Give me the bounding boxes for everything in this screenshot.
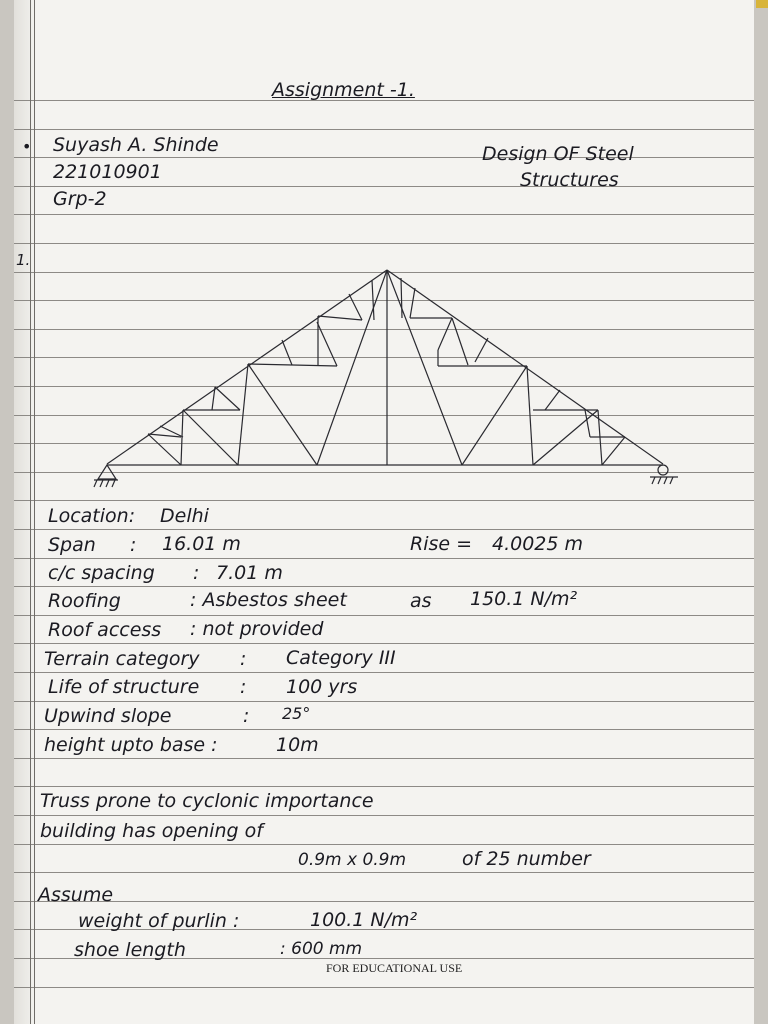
opening-count: of 25 number	[462, 848, 591, 870]
location-label: Location:	[48, 505, 136, 527]
span-value: 16.01 m	[162, 533, 241, 555]
shoe-label: shoe length	[74, 939, 186, 961]
terrain-label: Terrain category	[44, 648, 200, 670]
upwind-value: 25°	[282, 704, 311, 723]
assume-heading: Assume	[38, 884, 114, 906]
height-label: height upto base :	[44, 734, 218, 756]
roofing-as: as	[410, 590, 432, 612]
roofing-label: Roofing	[48, 590, 121, 612]
span-colon: :	[130, 534, 137, 556]
life-colon: :	[240, 676, 247, 698]
shoe-value: : 600 mm	[280, 939, 363, 959]
group-label: Grp-2	[53, 188, 107, 210]
spacing-label: c/c spacing	[48, 562, 155, 584]
note-line-2: building has opening of	[40, 820, 263, 842]
terrain-value: Category III	[286, 647, 396, 669]
spacing-value: 7.01 m	[216, 562, 283, 584]
student-name: Suyash A. Shinde	[53, 134, 219, 156]
height-value: 10m	[276, 734, 319, 756]
bullet-mark: •	[22, 137, 32, 156]
subject-line-1: Design OF Steel	[482, 143, 634, 165]
question-number: 1.	[16, 251, 31, 269]
roll-number: 221010901	[53, 161, 162, 183]
note-line-1: Truss prone to cyclonic importance	[40, 790, 374, 812]
life-value: 100 yrs	[286, 676, 358, 698]
opening-size: 0.9m x 0.9m	[298, 850, 407, 870]
rise-label: Rise =	[410, 533, 473, 555]
truss-right-rafter	[387, 270, 663, 464]
subject-line-2: Structures	[520, 169, 619, 191]
roofing-value: : Asbestos sheet	[190, 589, 347, 611]
assignment-title: Assignment -1.	[272, 79, 415, 101]
rise-value: 4.0025 m	[492, 533, 584, 555]
roofing-load: 150.1 N/m²	[470, 588, 578, 610]
purlin-label: weight of purlin :	[78, 910, 240, 932]
spacing-colon: :	[193, 562, 200, 584]
roof-access-label: Roof access	[48, 619, 162, 641]
educational-use-footer: FOR EDUCATIONAL USE	[326, 961, 463, 975]
life-label: Life of structure	[48, 676, 200, 698]
roof-access-value: : not provided	[190, 618, 324, 640]
span-label: Span	[48, 534, 96, 556]
purlin-value: 100.1 N/m²	[310, 909, 418, 931]
right-roller-support	[658, 465, 668, 475]
location-value: Delhi	[160, 505, 209, 527]
upwind-colon: :	[243, 705, 250, 727]
terrain-colon: :	[240, 648, 247, 670]
upwind-label: Upwind slope	[44, 705, 172, 727]
left-pin-support	[98, 465, 116, 479]
